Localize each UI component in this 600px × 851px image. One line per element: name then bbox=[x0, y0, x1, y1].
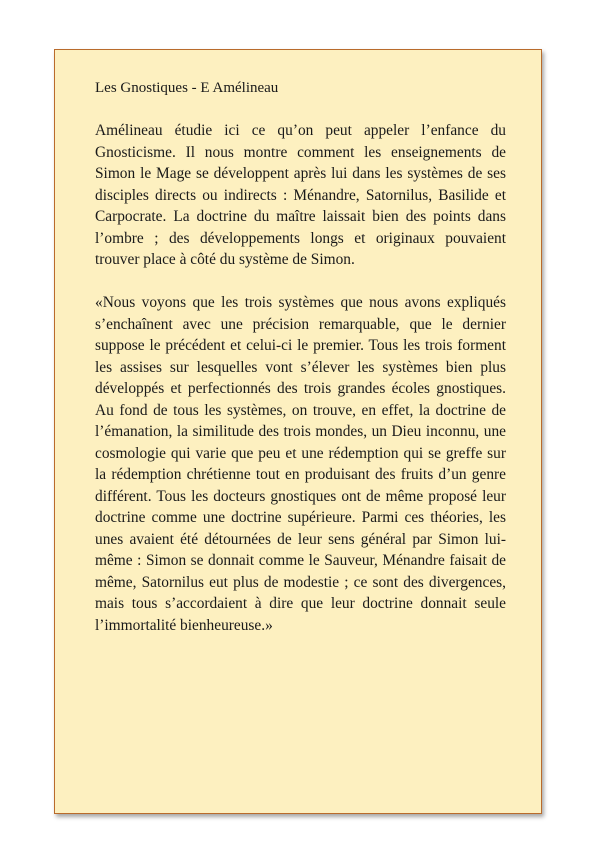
panel-content bbox=[95, 78, 506, 658]
text-panel bbox=[54, 49, 542, 814]
paragraph-intro: Amélineau étudie ici ce qu’on peut appeler l’enfance du Gnosticisme. Il nous montre comment les enseignements de Simon le Mage se développent après lui dans les systèmes de ses disciples directs ou indirects : Ménandre, Satornilus, Basilide et Carpocrate. La doctrine du maître laissait bien des points dans l’ombre ; des développements longs et originaux pouvaient trouver place à côté du système de Simon. bbox=[95, 122, 506, 268]
document-title: Les Gnostiques - E Amélineau bbox=[95, 80, 279, 96]
paragraph-quotation: «Nous voyons que les trois systèmes que nous avons expliqués s’enchaînent avec une précision remarquable, que le dernier suppose le précédent et celui-ci le premier. Tous les trois forment les assises sur lesquelles vont s’élever les systèmes bien plus développés et perfectionnés des trois grandes écoles gnostiques. Au fond de tous les systèmes, on trouve, en effet, la doctrine de l’émanation, la similitude des trois mondes, un Dieu inconnu, une cosmologie qui varie que peu et une rédemption qui se greffe sur la rédemption chrétienne tout en produisant des fruits d’un genre différent. Tous les docteurs gnostiques ont de même proposé leur doctrine comme une doctrine supérieure. Parmi ces théories, les unes avaient été détournées de leur sens général par Simon lui-même : Simon se donnait comme le Sauveur, Ménandre faisait de même, Satornilus eut plus de modestie ; ce sont des divergences, mais tous s’accordaient à dire que leur doctrine donnait seule l’immortalité bienheureuse.» bbox=[95, 294, 506, 634]
